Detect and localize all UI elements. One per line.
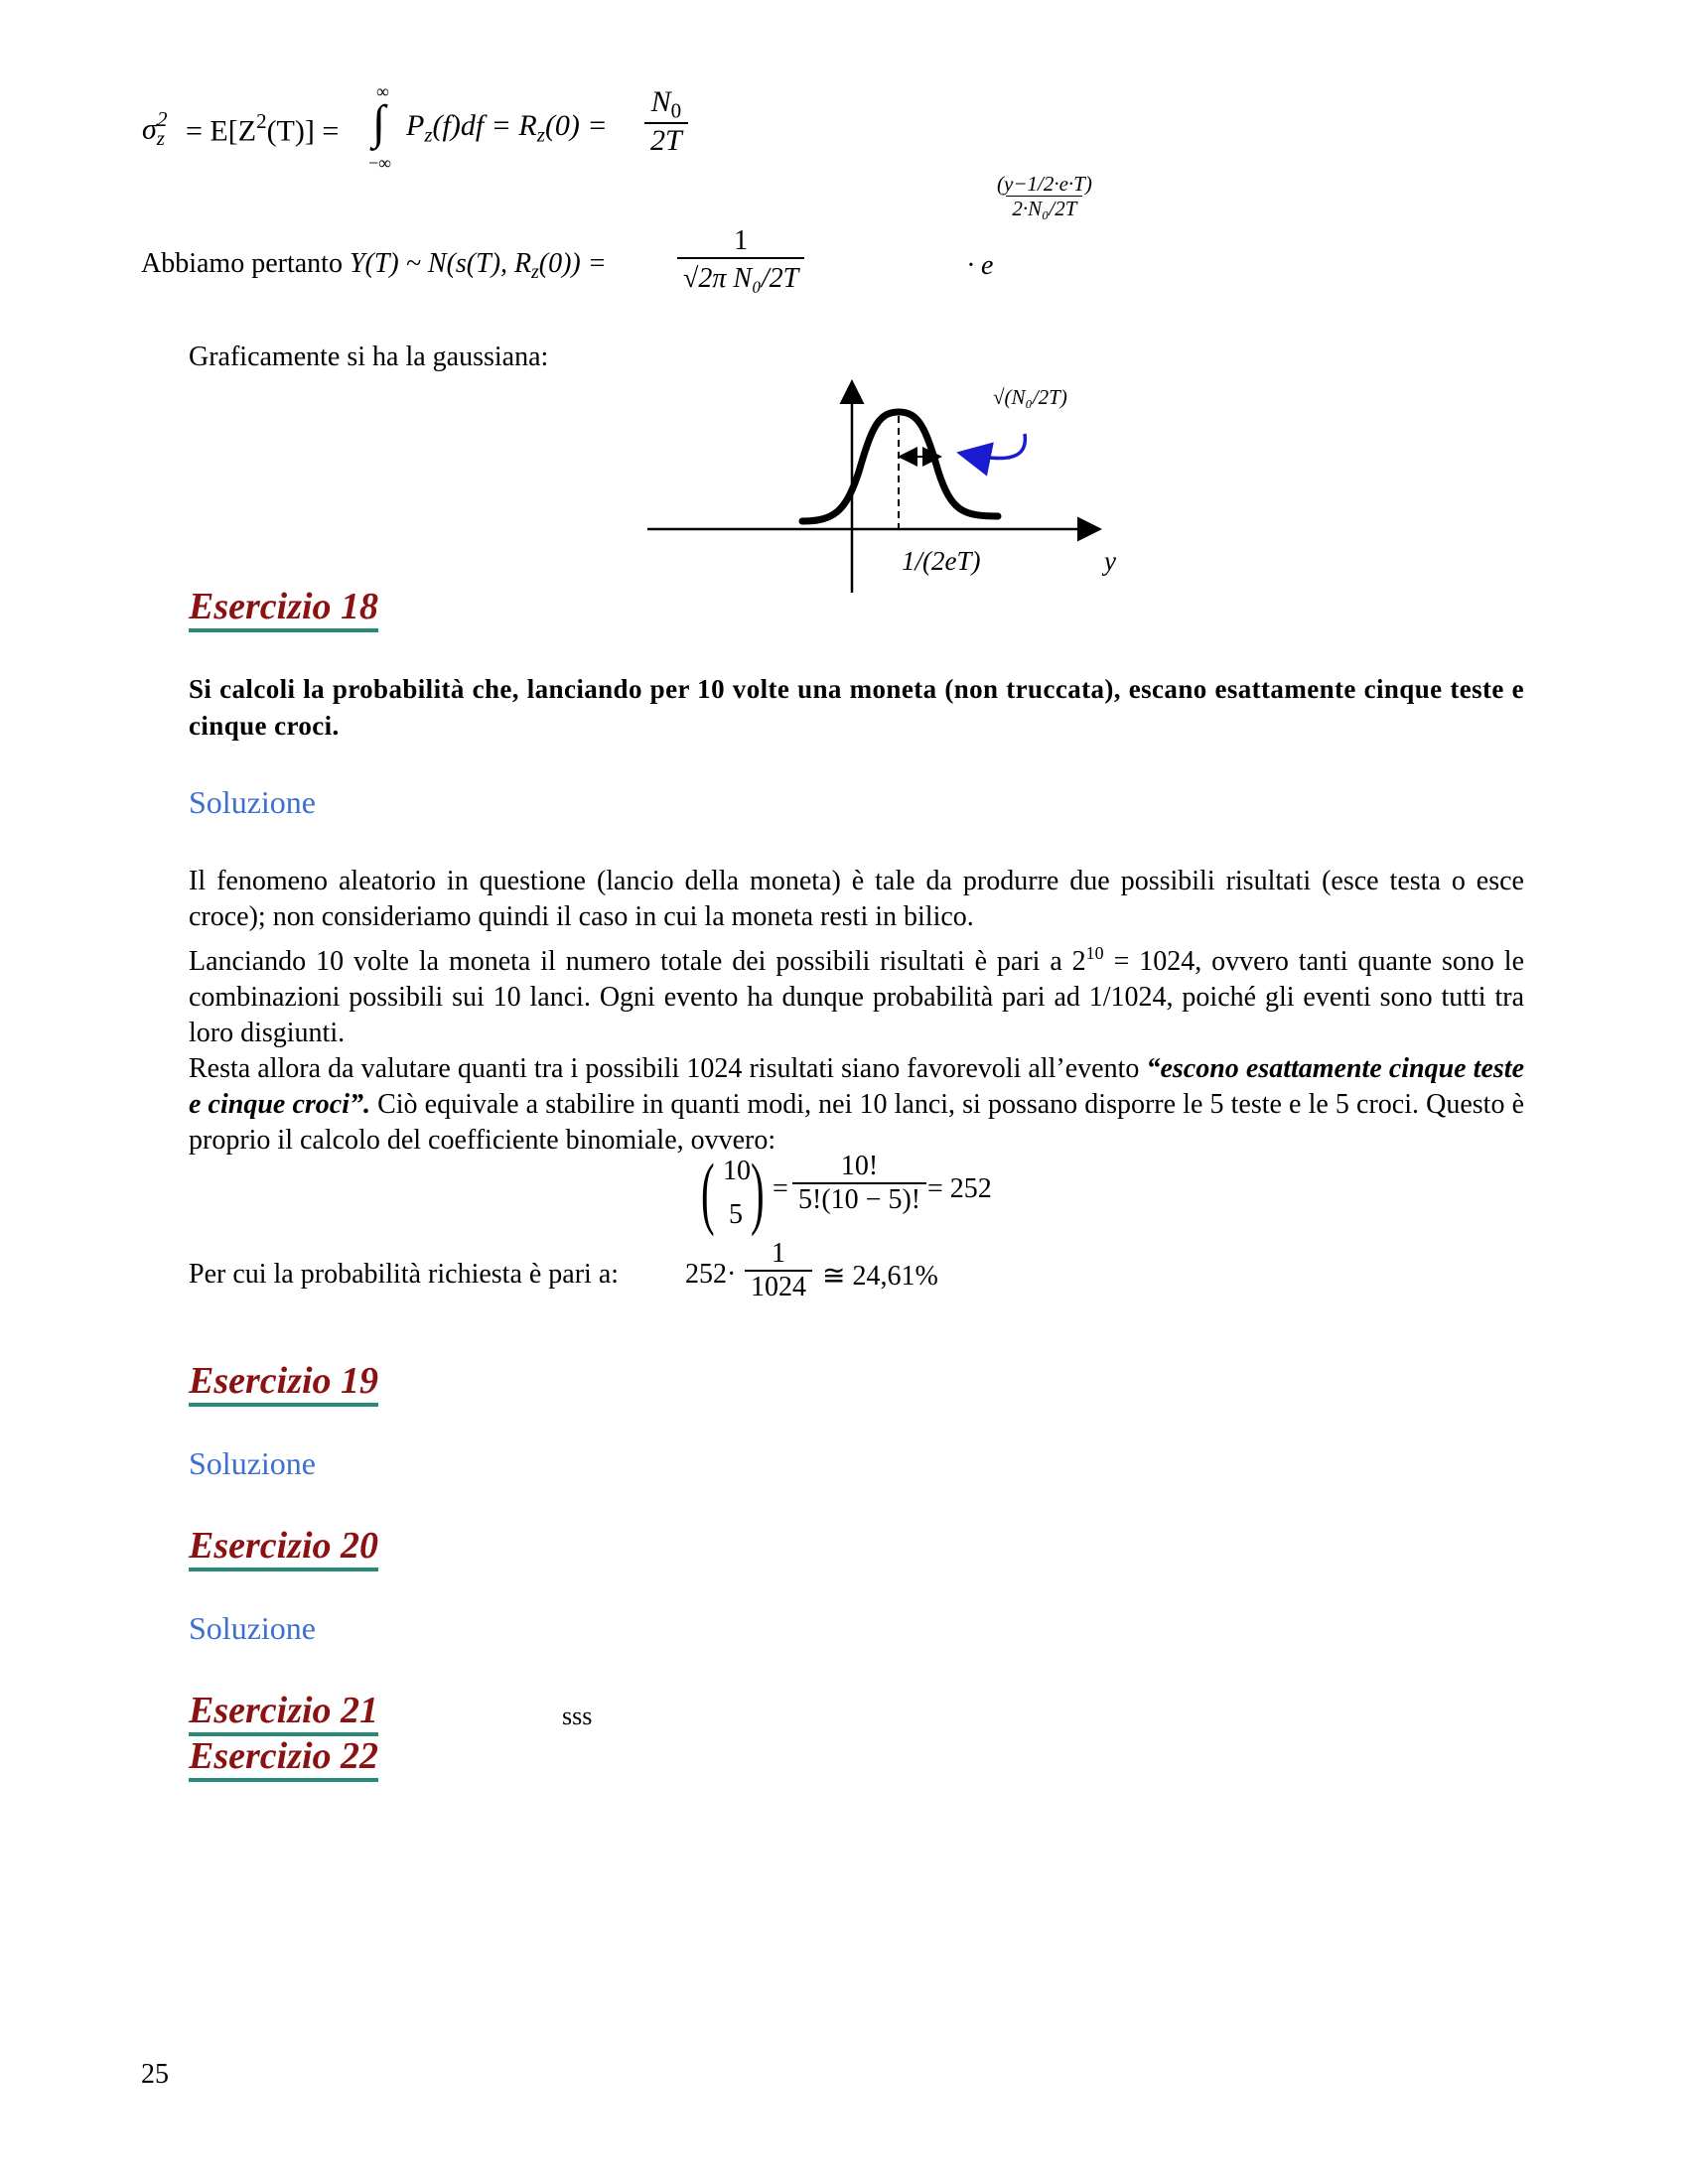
binomial-formula: ( 10 5 ) = $\frac{10!}{5!(10 - 5)!}$ = 252 — [701, 1147, 992, 1237]
exercise-18-solution-label: Soluzione — [189, 784, 316, 820]
binomial-fraction: $\frac{10!}{5!(10 - 5)!}$ — [792, 1152, 926, 1216]
blue-annotation-arrow — [963, 434, 1025, 459]
probability-line: Per cui la probabilità richiesta è pari a: 252· $\frac{1}{1024}$ ≅ 24,61% — [189, 1238, 938, 1302]
exercise-20-heading: Esercizio 20 — [189, 1527, 378, 1571]
graph-x-axis-label: y — [1104, 546, 1116, 576]
exercise-21-heading: Esercizio 21 — [189, 1692, 378, 1736]
graph-x-tick: 1/(2eT) — [902, 546, 981, 576]
exercise-21-note: sss — [562, 1702, 593, 1730]
exercise-18-heading: Esercizio 18 — [189, 588, 378, 632]
formula-sigma: $\sigma_z^2$ = $E[Z^2(T)]$ = ∫ ∞ −∞ $P_z(f)df = R_z(0)$ = $\frac{N_0}{2T}$ — [142, 83, 738, 183]
exercise-20-solution-label: Soluzione — [189, 1610, 316, 1646]
gaussian-curve — [802, 412, 998, 521]
integral-sign: ∫ — [372, 96, 386, 149]
fraction-n0-2t: $\frac{N_0}{2T}$ — [644, 85, 688, 159]
exercise-18-solution-body — [189, 864, 1524, 1159]
exercise-19-solution-label: Soluzione — [189, 1445, 316, 1481]
fraction-gauss-norm: $\frac{1}{\text{√2π N₀/2T}}$ — [677, 226, 804, 295]
exercise-22-heading: Esercizio 22 — [189, 1737, 378, 1782]
exercise-19-heading: Esercizio 19 — [189, 1362, 378, 1407]
formula-y: Abbiamo pertanto Y(T) ~ N(s(T), $R_z(0)$) = $\frac{1}{\text{√2π N₀/2T}}$ · e $\frac{(y-1/2\cdot e\cdot T)}{\text{2·N₀/2T}}$ — [141, 169, 1035, 338]
exponent: $\frac{(y-1/2\cdot e\cdot T)}{\text{2·N₀/2T}}$ — [997, 172, 1092, 221]
paragraph-1: Il fenomeno aleatorio in questione (lancio della moneta) è tale da produrre due possibili risultati (esce testa o esce croce); non consideriamo quindi il caso in cui la moneta resti in bilico. — [189, 866, 1524, 932]
paragraph-3: Resta allora da valutare quanti tra i possibili 1024 risultati siano favorevoli all’evento “escono esattamente cinque teste e cinque croci”. Ciò equivale a stabilire in quanti modi, nei 10 lanci, si possano disporre le 5 teste e le 5 croci. Questo è proprio il calcolo del coefficiente binomiale, ovvero: — [189, 1052, 1524, 1156]
graph-annotation: √(N₀/2T) — [993, 385, 1067, 409]
paragraph-2: Lanciando 10 volte la moneta il numero totale dei possibili risultati è pari a $2^{10} = 1024$, ovvero tanti quante sono le combinazioni possibili sui 10 lanci. Ogni evento ha dunque probabilità pari ad 1/1024, poiché gli eventi sono tutti tra loro disgiunti. — [189, 943, 1525, 1048]
page-number: 25 — [141, 2059, 169, 2090]
exercise-18-problem: Si calcoli la probabilità che, lanciando per 10 volte una moneta (non truccata), escano esattamente cinque teste e cinque croci. — [189, 674, 1524, 741]
graph-caption: Graficamente si ha la gaussiana: — [189, 341, 549, 372]
probability-fraction: $\frac{1}{1024}$ — [745, 1239, 812, 1303]
